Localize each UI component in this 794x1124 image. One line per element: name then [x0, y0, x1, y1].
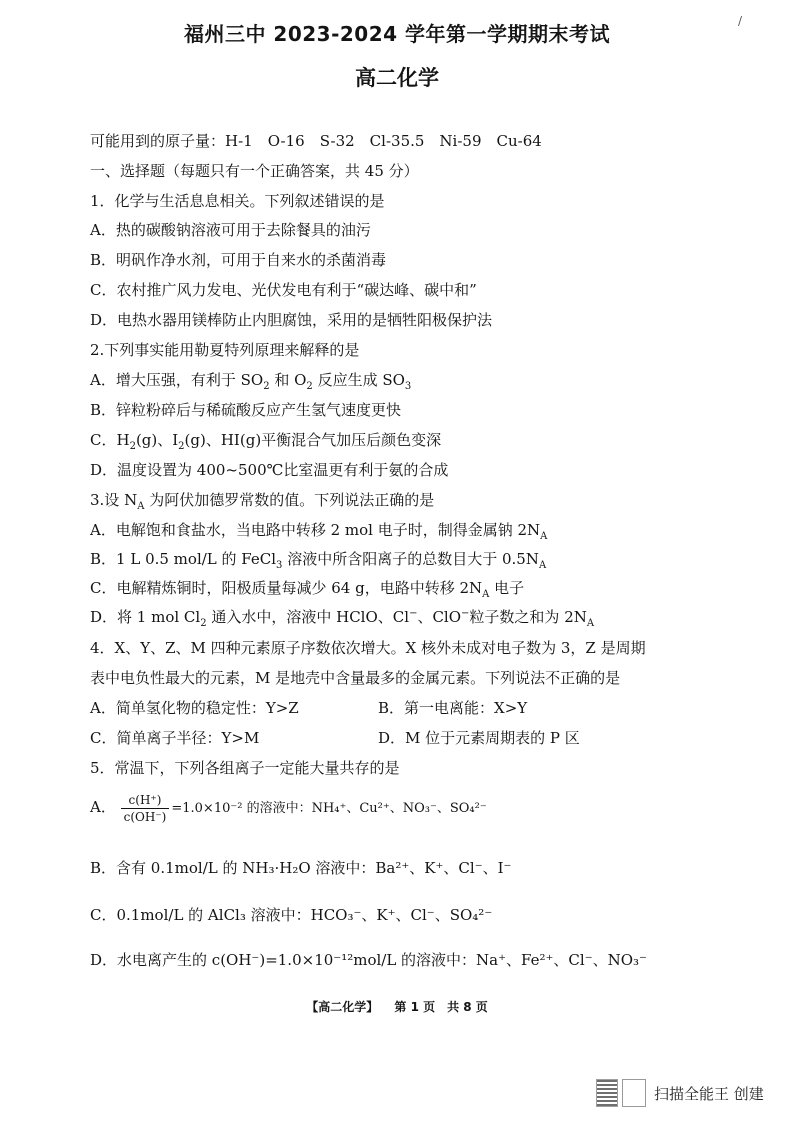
exam-subject: 高二化学: [355, 66, 439, 90]
q5-option-d: D．水电离产生的 c(OH⁻)=1.0×10⁻¹²mol/L 的溶液中：Na⁺、Fe²⁺、Cl⁻、NO₃⁻: [90, 951, 647, 969]
q5-fraction: $\frac{c(H^+)}{c(OH^-)}$: [121, 792, 170, 825]
q3-option-b: B．1 L 0.5 mol/L 的 FeCl$_3$ 溶液中所含阳离子的总数目大于 $0.5N_A$: [90, 550, 547, 571]
page-footer: [0, 998, 794, 1015]
q1-option-a: A．热的碳酸钠溶液可用于去除餐具的油污: [90, 221, 371, 239]
q3-option-d: D．将 1 mol $Cl_2$ 通入水中，溶液中 HClO、Cl−、ClO−粒子数之和为 $2N_A$: [90, 608, 595, 629]
q5-stem: 5．常温下，下列各组离子一定能大量共存的是: [90, 759, 400, 777]
q2-option-a: A．增大压强，有利于 $SO_2$ 和 $O_2$ 反应生成 $SO_3$: [90, 371, 412, 392]
q3-option-c: C．电解精炼铜时，阳极质量每减少 64 g，电路中转移 $2N_A$ 电子: [90, 579, 525, 600]
footer-page-number: 第 1 页 共 8 页: [394, 1000, 488, 1014]
q2-option-b: B．锌粒粉碎后与稀硫酸反应产生氢气速度更快: [90, 401, 402, 419]
q2-option-c: C．$H_2(g)$、$I_2(g)$、HI(g)平衡混合气加压后颜色变深: [90, 431, 442, 452]
atomic-masses: 可能用到的原子量：H-1 O-16 S-32 Cl-35.5 Ni-59 Cu-64: [90, 132, 542, 150]
corner-mark: /: [738, 14, 743, 28]
scanner-logo-icon: [622, 1079, 646, 1107]
q4-option-c: C．简单离子半径：Y>M: [90, 729, 260, 747]
scanner-watermark: [596, 1076, 786, 1110]
scanner-text: 扫描全能王 创建: [654, 1084, 764, 1103]
q5-option-b: B．含有 0.1mol/L 的 NH₃·H₂O 溶液中：Ba²⁺、K⁺、Cl⁻、I⁻: [90, 859, 512, 877]
section-heading: 一、选择题（每题只有一个正确答案，共 45 分）: [90, 162, 419, 180]
q5-option-a: A． $\frac{c(H^+)}{c(OH^-)}$ =1.0×10⁻² 的溶液中：NH₄⁺、Cu²⁺、NO₃⁻、SO₄²⁻: [90, 792, 487, 824]
q2-option-d: D．温度设置为 400~500℃比室温更有利于氨的合成: [90, 461, 449, 479]
q1-option-c: C．农村推广风力发电、光伏发电有利于“碳达峰、碳中和”: [90, 281, 477, 299]
qr-code-icon: [596, 1079, 618, 1107]
q3-stem: 3.设 $N_A$ 为阿伏加德罗常数的值。下列说法正确的是: [90, 491, 435, 512]
q1-option-d: D．电热水器用镁棒防止内胆腐蚀，采用的是牺牲阳极保护法: [90, 311, 493, 329]
q4-option-d: D．M 位于元素周期表的 P 区: [378, 729, 580, 747]
q4-option-a: A．简单氢化物的稳定性：Y>Z: [90, 699, 299, 717]
q2-stem: 2.下列事实能用勒夏特列原理来解释的是: [90, 341, 360, 359]
q4-stem-line1: 4．X、Y、Z、M 四种元素原子序数依次增大。X 核外未成对电子数为 3，Z 是周期: [90, 639, 646, 657]
exam-title: 福州三中 2023-2024 学年第一学期期末考试: [183, 22, 611, 46]
q3-option-a: A．电解饱和食盐水，当电路中转移 2 mol 电子时，制得金属钠 $2N_A$: [90, 521, 548, 542]
q4-option-b: B．第一电离能：X>Y: [378, 699, 528, 717]
q1-stem: 1．化学与生活息息相关。下列叙述错误的是: [90, 192, 385, 210]
q4-stem-line2: 表中电负性最大的元素，M 是地壳中含量最多的金属元素。下列说法不正确的是: [90, 669, 621, 687]
q5-option-c: C．0.1mol/L 的 AlCl₃ 溶液中：HCO₃⁻、K⁺、Cl⁻、SO₄²⁻: [90, 906, 493, 924]
q1-option-b: B．明矾作净水剂，可用于自来水的杀菌消毒: [90, 251, 387, 269]
footer-subject: 【高二化学】: [306, 1000, 379, 1014]
